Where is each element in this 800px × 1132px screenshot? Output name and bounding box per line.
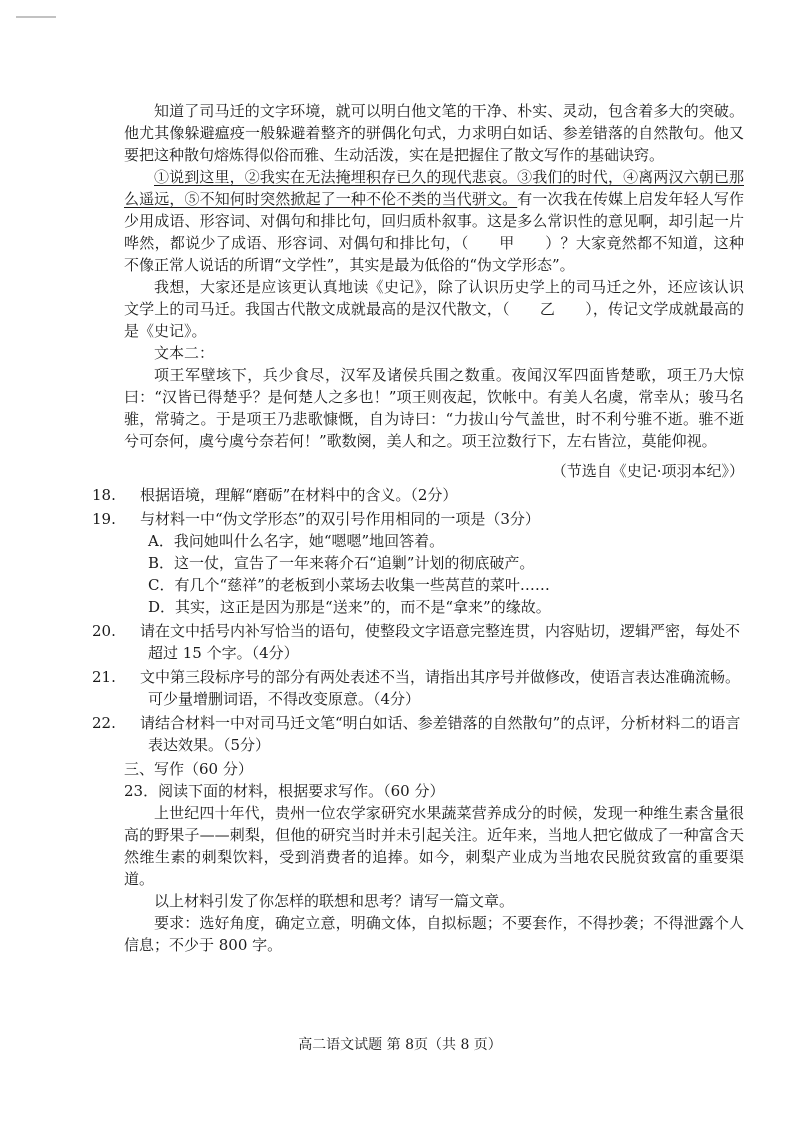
question-text: 与材料一中“伪文学形态”的双引号作用相同的一项是（3分） bbox=[140, 510, 540, 528]
exam-page bbox=[92, 100, 744, 956]
question-number: 20. bbox=[92, 622, 116, 640]
scan-mark bbox=[16, 16, 56, 18]
question-text: 请结合材料一中对司马迁文笔“明白如话、参差错落的自然散句”的点评，分析材料二的语言表达效果。（5分） bbox=[140, 714, 741, 754]
text-two-label: 文本二： bbox=[154, 344, 215, 362]
option-b: B．这一仗，宣告了一年来蒋介石“追剿”计划的彻底破产。 bbox=[148, 554, 535, 572]
material-one-para-3: 我想，大家还是应该更认真地读《史记》，除了认识历史学上的司马迁之外，还应该认识文学上的司马迁。我国古代散文成就最高的是汉代散文，（ 乙 ），传记文学成就最高的是《史记》。 bbox=[124, 278, 744, 340]
writing-section-heading: 三、写作（60 分） bbox=[124, 760, 253, 778]
question-22 bbox=[92, 712, 744, 756]
text-two-body: 项王军壁垓下，兵少食尽，汉军及诸侯兵围之数重。夜闻汉军四面皆楚歌，项王乃大惊曰：“汉皆已得楚乎？是何楚人之多也！”项王则夜起，饮帐中。有美人名虞，常幸从；骏马名骓，常骑之。于是项王乃悲歌慷慨，自为诗曰：“力拔山兮气盖世，时不利兮骓不逝。骓不逝兮可奈何，虞兮虞兮奈若何！”歌数阕，美人和之。项王泣数行下，左右皆泣，莫能仰视。 bbox=[124, 366, 744, 450]
page-footer: 高二语文试题 第 8页（共 8 页） bbox=[298, 1037, 502, 1053]
question-18 bbox=[92, 484, 744, 506]
question-number: 18. bbox=[92, 486, 116, 504]
question-number: 19. bbox=[92, 510, 116, 528]
question-20 bbox=[92, 620, 744, 664]
question-23: 23．阅读下面的材料，根据要求写作。（60 分） bbox=[124, 782, 445, 800]
option-d: D．其实，这正是因为那是“送来”的，而不是“拿来”的缘故。 bbox=[148, 598, 551, 616]
question-text: 文中第三段标序号的部分有两处表述不当，请指出其序号并做修改，使语言表达准确流畅。可少量增删词语，不得改变原意。（4分） bbox=[140, 668, 741, 708]
underlined-sentences: ①说到这里，②我实在无法掩埋积存已久的现代悲哀。③我们的时代，④离两汉六朝已那么遥远，⑤不知何时突然掀起了一种不伦不类的当代骈文。 bbox=[124, 168, 744, 208]
option-c: C．有几个“慈祥”的老板到小菜场去收集一些莴苣的菜叶…… bbox=[148, 576, 550, 594]
question-text: 请在文中括号内补写恰当的语句，使整段文字语意完整连贯，内容贴切，逻辑严密，每处不超过 15 个字。（4分） bbox=[140, 622, 741, 662]
writing-prompt: 以上材料引发了你怎样的联想和思考？请写一篇文章。 bbox=[154, 892, 515, 910]
question-number: 22. bbox=[92, 714, 116, 732]
writing-material: 上世纪四十年代，贵州一位农学家研究水果蔬菜营养成分的时候，发现一种维生素含量很高的野果子——刺梨，但他的研究当时并未引起关注。近年来，当地人把它做成了一种富含天然维生素的刺梨饮料，受到消费者的追捧。如今，刺梨产业成为当地农民脱贫致富的重要渠道。 bbox=[124, 804, 744, 888]
question-19 bbox=[92, 508, 744, 530]
question-text: 根据语境，理解“磨砺”在材料中的含义。（2分） bbox=[140, 486, 458, 504]
para-2-rest: 有一次我在传媒上启发年轻人写作少用成语、形容词、对偶句和排比句，回归质朴叙事。这是多么常识性的意见啊，却引起一片哗然，都说少了成语、形容词、对偶句和排比句，（ 甲 ）？大家竟然都不知道，这种不像正常人说话的所谓“文学性”，其实是最为低俗的“伪文学形态”。 bbox=[124, 190, 744, 274]
question-21 bbox=[92, 666, 744, 710]
text-two-source: （节选自《史记·项羽本纪》） bbox=[551, 462, 744, 480]
option-a: A．我问她叫什么名字，她“嗯嗯”地回答着。 bbox=[148, 532, 445, 550]
question-number: 21. bbox=[92, 668, 116, 686]
writing-requirements: 要求：选好角度，确定立意，明确文体，自拟标题；不要套作，不得抄袭；不得泄露个人信息；不少于 800 字。 bbox=[124, 914, 744, 954]
material-one-para-1: 知道了司马迁的文字环境，就可以明白他文笔的干净、朴实、灵动，包含着多大的突破。他尤其像躲避瘟疫一般躲避着整齐的骈偶化句式，力求明白如话、参差错落的自然散句。他又要把这种散句熔炼得似俗而雅、生动活泼，实在是把握住了散文写作的基础诀窍。 bbox=[124, 102, 744, 164]
material-one-para-2 bbox=[124, 166, 744, 276]
